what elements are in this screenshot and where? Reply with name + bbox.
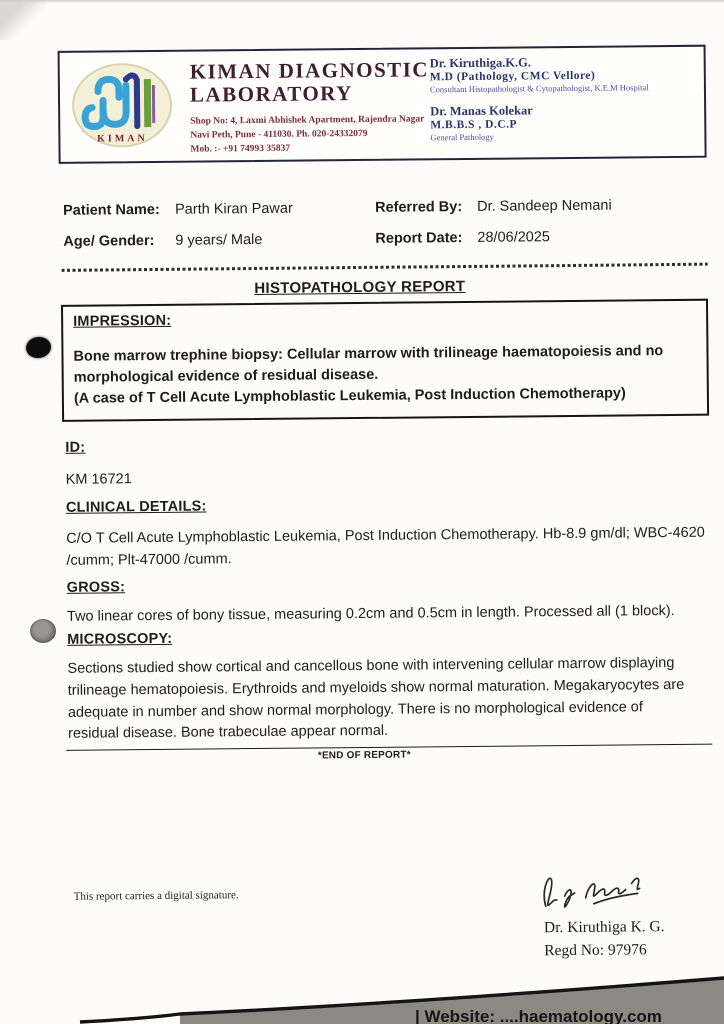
id-heading: ID: xyxy=(65,439,86,456)
microscopy-heading: MICROSCOPY: xyxy=(67,630,173,648)
referred-by-value: Dr. Sandeep Nemani xyxy=(476,197,612,215)
lab-address xyxy=(190,114,430,158)
lab-name xyxy=(190,58,430,106)
footer-partial-text: | Website: ....haematology.com xyxy=(415,1007,662,1024)
gross-text: Two linear cores of bony tissue, measuring 0.2cm and 0.5cm in length. Processed all (1 block). xyxy=(66,603,675,625)
age-gender-value: 9 years/ Male xyxy=(175,231,263,249)
report-title: HISTOPATHOLOGY REPORT xyxy=(254,277,466,298)
impression-line1: Bone marrow trephine biopsy: Cellular marrow with trilineage haematopoiesis and no morphological evidence of residual disease. xyxy=(73,343,664,386)
lab-address-line3: Mob. :- +91 74993 35837 xyxy=(190,143,291,155)
lab-name-line1: KIMAN DIAGNOSTIC xyxy=(189,57,430,84)
digital-signature-note: This report carries a digital signature. xyxy=(73,889,239,903)
signatory-name: Dr. Kiruthiga K. G. xyxy=(543,918,665,937)
hole-punch-bottom xyxy=(30,619,56,643)
impression-text xyxy=(73,341,674,410)
clinical-heading: CLINICAL DETAILS: xyxy=(65,498,207,516)
lab-name-line2: LABORATORY xyxy=(189,81,353,107)
letterhead xyxy=(58,45,707,164)
logo-wordmark: KIMAN xyxy=(97,132,148,145)
microscopy-text: Sections studied show cortical and cancellous bone with intervening cellular marrow displaying trilineage hematopoiesis. Erythroids and myeloids show normal maturation. Megakaryocytes are adequate in number and show normal morphology. There is no morphological evidence of residual disease. Bone trabeculae appear normal. xyxy=(67,655,685,743)
patient-name-label: Patient Name: xyxy=(63,201,160,219)
doctor1-name: Dr. Kiruthiga.K.G. xyxy=(429,55,532,71)
impression-section xyxy=(61,299,709,422)
referred-by-label: Referred By: xyxy=(375,199,463,216)
lab-logo xyxy=(66,55,179,159)
signature-image xyxy=(535,865,654,919)
scan-bottom-edge xyxy=(0,964,724,1024)
age-gender-label: Age/ Gender: xyxy=(63,232,155,250)
impression-line2: (A case of T Cell Acute Lymphoblastic Leukemia, Post Induction Chemotherapy) xyxy=(73,385,626,407)
impression-heading: IMPRESSION: xyxy=(73,312,172,330)
report-date-value: 28/06/2025 xyxy=(477,229,551,246)
doctor2-name: Dr. Manas Kolekar xyxy=(430,103,533,119)
doctor-panel xyxy=(430,50,699,156)
signatory-regd: Regd No: 97976 xyxy=(544,941,647,960)
patient-info xyxy=(63,197,695,250)
patient-name-value: Parth Kiran Pawar xyxy=(175,200,293,218)
gross-heading: GROSS: xyxy=(66,579,126,596)
scan-corner-shadow xyxy=(0,0,46,40)
scan-top-edge xyxy=(0,0,724,3)
doctor2-designation: General Pathology xyxy=(430,131,494,143)
lab-logo-icon xyxy=(70,60,175,153)
handwritten-signature-icon xyxy=(535,865,653,914)
doctor1-qualification: M.D (Pathology, CMC Vellore) xyxy=(429,69,596,84)
dashed-separator xyxy=(62,263,708,272)
lab-address-line2: Navi Peth, Pune - 411030. Ph. 020-24332079 xyxy=(190,128,368,141)
doctor2-qualification: M.B.B.S , D.C.P xyxy=(430,118,518,132)
id-value: KM 16721 xyxy=(65,471,132,488)
report-date-label: Report Date: xyxy=(375,230,463,247)
end-of-report-text: *END OF REPORT* xyxy=(317,749,411,762)
lab-address-line1: Shop No: 4, Laxmi Abhishek Apartment, Rajendra Nagar xyxy=(190,114,425,127)
clinical-text: C/O T Cell Acute Lymphoblastic Leukemia, Post Induction Chemotherapy. Hb-8.9 gm/dl; WBC-4620 /cumm; Plt-47000 /cumm. xyxy=(66,524,705,569)
doctor1-designation: Consultant Histopathologist & Cytopathologist, K.E.M Hospital xyxy=(429,82,649,95)
